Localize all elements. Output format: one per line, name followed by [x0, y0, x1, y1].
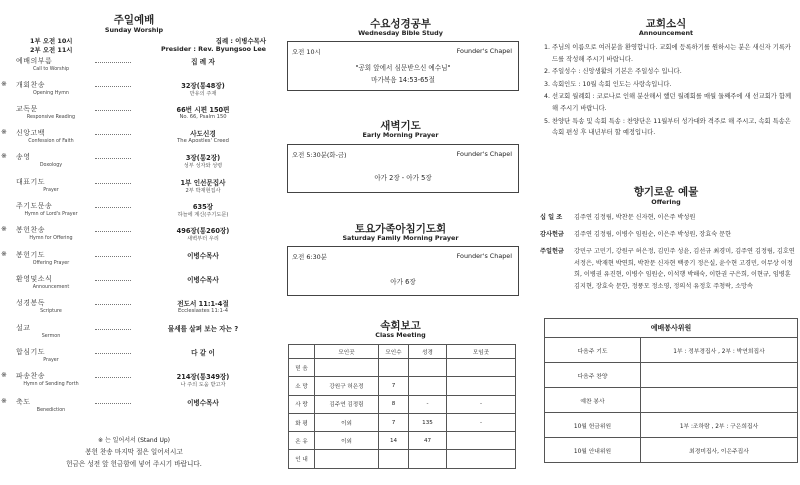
item-detail: 전도서 11:1-4절	[177, 300, 229, 308]
wednesday-ref: 마가복음 14:53-65절	[371, 76, 435, 84]
item-detail-sub: Ecclesiastes 11:1-4	[177, 308, 229, 314]
table-cell	[409, 359, 447, 377]
table-cell	[315, 359, 379, 377]
announcement-title: 교회소식	[645, 18, 687, 30]
item-name-en: Hymn of Sending Forth	[23, 382, 79, 387]
item-detail-sub: 나 주의 도움 받고자	[180, 382, 226, 388]
sunday-worship-section	[0, 0, 268, 485]
offering-names: 강민구 고민기, 강원구 허은정, 김민주 성윤, 김선규 최경미, 김주연 김정림, 김호연 서정은, 박재현 박연희, 박찬문 신자현 백중기 정은실, 윤수현 고경민, 이무상 이정희, 이병권 유진현, 이병수 임원순, 이석행 박해숙, 이한권 구은희, 이현규, 임병훈 김지현, 장효숙 문한, 정풍모 정소영, 정의석 유정호 주청락, 소망속	[574, 248, 795, 290]
volunteer-title: 예배봉사위원	[545, 319, 798, 338]
table-cell: 이외	[315, 432, 379, 450]
stand-up-mark: ※	[1, 371, 7, 379]
item-detail: 이병수목사	[187, 252, 219, 260]
table-cell: 믿 음	[289, 359, 315, 377]
announcement-item: 4. 선교회 월례회 : 코로나로 인해 분산해서 했던 월례회를 매월 둘째주에 새 선교회가 함께 해 주시기 바랍니다.	[552, 91, 796, 114]
item-detail-sub: 만유의 주재	[189, 91, 217, 97]
presider-kr: 집례 : 이병수목사	[215, 37, 266, 45]
item-name-en: Call to Worship	[32, 67, 70, 72]
worship-order-item	[0, 127, 268, 151]
table-cell	[379, 359, 409, 377]
stand-up-mark: ※	[1, 152, 7, 160]
table-cell: 7	[379, 377, 409, 395]
item-name-kr: 송영	[16, 153, 31, 161]
item-name-kr: 성경봉독	[16, 299, 46, 307]
announcement-item: 5. 찬양단 특송 및 속회 특송 : 찬양단은 11월부터 성가대와 격주로 해 주시고, 속회 특송은 속회 편성 후 내년부터 할 예정입니다.	[552, 116, 796, 139]
meeting-title: 속회보고	[380, 320, 421, 332]
item-detail: 635장	[192, 203, 214, 211]
item-detail: 이병수목사	[187, 276, 219, 284]
item-name-en: Scripture	[40, 309, 62, 314]
worship-order-item	[0, 103, 268, 127]
table-cell: 이외	[315, 413, 379, 431]
item-name-kr: 환영및소식	[16, 275, 53, 283]
offering-label: 주일헌금	[540, 248, 564, 255]
dotted-leader	[95, 329, 131, 330]
dotted-leader	[95, 231, 131, 232]
item-detail-sub: No. 66, Psalm 150	[179, 114, 227, 120]
item-name-en: Sermon	[41, 334, 61, 339]
worship-order-item	[0, 370, 268, 394]
table-cell: 1부 :조하람 , 2부 : 구은희집사	[641, 413, 798, 438]
dotted-leader	[95, 256, 131, 257]
item-detail-sub: 성부 성자와 성령	[183, 163, 223, 169]
table-header-cell: 모임곳	[447, 345, 516, 359]
dotted-leader	[95, 304, 131, 305]
table-cell: -	[447, 395, 516, 413]
service-time-1: 1부 오전 10시	[30, 37, 73, 45]
table-cell: 사 랑	[289, 395, 315, 413]
item-detail: 물세를 살펴 보는 자는 ?	[167, 325, 239, 333]
worship-order-item	[0, 79, 268, 103]
item-name-en: Responsive Reading	[26, 115, 76, 120]
item-detail: 66번 시편 150편	[176, 106, 230, 114]
stand-up-mark: ※	[1, 80, 7, 88]
table-cell	[447, 432, 516, 450]
saturday-place: Founder's Chapel	[456, 252, 512, 260]
table-cell: 10월 안내위원	[545, 438, 641, 463]
church-news-section	[532, 0, 800, 485]
dotted-leader	[95, 183, 131, 184]
wednesday-subtitle: Wednesday Bible Study	[358, 29, 443, 37]
table-cell: 소 망	[289, 377, 315, 395]
announcement-subtitle: Announcement	[638, 29, 694, 37]
dawn-title: 새벽기도	[380, 120, 421, 132]
dotted-leader	[95, 110, 131, 111]
offering-item	[540, 229, 796, 241]
table-cell	[641, 388, 798, 413]
item-name-en: Prayer	[43, 188, 59, 193]
table-cell: -	[409, 395, 447, 413]
table-cell	[409, 450, 447, 468]
item-detail: 이병수목사	[187, 399, 219, 407]
worship-order-item	[0, 55, 268, 79]
item-detail: 3장(통2장)	[185, 154, 221, 162]
table-cell	[409, 377, 447, 395]
table-row	[545, 438, 798, 463]
saturday-box	[287, 246, 519, 296]
table-header-cell	[289, 345, 315, 359]
offering-names: 김주연 김정림, 이병수 임원순, 이은주 박성원, 장효숙 문한	[574, 231, 732, 238]
table-cell	[315, 450, 379, 468]
table-cell: 1부 : 정부경집사 , 2부 : 박연희집사	[641, 338, 798, 363]
saturday-subtitle: Saturday Family Morning Prayer	[342, 234, 459, 242]
worship-order-item	[0, 249, 268, 273]
item-detail-sub: 2부 박재현집사	[185, 188, 221, 194]
table-row	[545, 388, 798, 413]
item-name-kr: 파송찬송	[16, 372, 46, 380]
table-cell	[379, 450, 409, 468]
table-row	[289, 450, 516, 468]
table-cell	[447, 359, 516, 377]
table-row	[289, 377, 516, 395]
item-detail: 214장(통349장)	[176, 373, 230, 381]
item-detail-sub: 새벽부터 우리	[187, 236, 219, 242]
table-cell: 14	[379, 432, 409, 450]
item-name-en: Announcement	[32, 285, 70, 290]
table-cell	[447, 450, 516, 468]
stand-up-mark: ※	[1, 128, 7, 136]
wednesday-place: Founder's Chapel	[456, 47, 512, 55]
item-name-kr: 축도	[16, 398, 31, 406]
wednesday-title: 수요성경공부	[370, 18, 431, 30]
meeting-subtitle: Class Meeting	[375, 331, 426, 339]
worship-order-item	[0, 322, 268, 346]
item-detail-sub: 하늘에 계신(주기도문)	[177, 212, 229, 218]
item-name-kr: 봉헌찬송	[16, 226, 46, 234]
table-cell	[447, 377, 516, 395]
table-cell: 강원구 허은정	[315, 377, 379, 395]
table-row	[545, 413, 798, 438]
dawn-time: 오전 5:30분(화-금)	[292, 151, 347, 159]
stand-up-mark: ※	[1, 225, 7, 233]
announcement-item: 1. 주님의 이름으로 여러분을 환영합니다. 교회에 등록하기를 원하시는 분은 새신자 기록카드를 작성해 주시기 바랍니다.	[552, 42, 796, 65]
item-detail: 32장(통48장)	[181, 82, 225, 90]
saturday-time: 오전 6:30분	[292, 253, 327, 261]
stand-up-mark: ※	[1, 250, 7, 258]
offering-note-2: 헌금은 성전 앞 헌금함에 넣어 주시기 바랍니다.	[66, 460, 202, 468]
table-row	[545, 338, 798, 363]
item-name-kr: 개회찬송	[16, 81, 46, 89]
saturday-text: 아가 6장	[390, 278, 416, 286]
worship-order-item	[0, 346, 268, 370]
presider-en: Presider : Rev. Byungsoo Lee	[160, 45, 266, 53]
table-header-row	[289, 345, 516, 359]
item-name-en: Benediction	[36, 408, 66, 413]
offering-item	[540, 246, 796, 308]
item-name-kr: 설교	[16, 324, 31, 332]
dawn-subtitle: Early Morning Prayer	[362, 131, 439, 139]
table-cell: 7	[379, 413, 409, 431]
volunteer-table	[544, 318, 798, 463]
service-time-2: 2부 오전 11시	[30, 46, 73, 54]
table-cell: 최경미집사, 이은주집사	[641, 438, 798, 463]
item-name-en: Offering Prayer	[32, 261, 70, 266]
announcement-item: 3. 속회인도 : 10월 속회 인도는 사랑속입니다.	[552, 79, 796, 91]
item-name-kr: 합심기도	[16, 348, 46, 356]
table-cell: 47	[409, 432, 447, 450]
item-detail: 496장(통260장)	[176, 227, 230, 235]
wednesday-box	[287, 41, 519, 91]
offering-subtitle: Offering	[651, 198, 681, 206]
item-detail: 1부 인선문집사	[180, 179, 226, 187]
table-header-cell: 성경	[409, 345, 447, 359]
offering-names: 김주연 김정림, 박찬문 신자현, 이은주 박성원	[574, 214, 696, 221]
dotted-leader	[95, 280, 131, 281]
table-row	[289, 395, 516, 413]
table-cell: 화 평	[289, 413, 315, 431]
dotted-leader	[95, 158, 131, 159]
worship-order-item	[0, 151, 268, 175]
worship-title: 주일예배	[113, 14, 155, 26]
worship-order-item	[0, 224, 268, 248]
worship-order-item	[0, 200, 268, 224]
class-meeting-table	[288, 344, 516, 469]
dotted-leader	[95, 86, 131, 87]
wednesday-time: 오전 10시	[292, 48, 321, 56]
dotted-leader	[95, 62, 131, 63]
table-cell: 김주연 김정림	[315, 395, 379, 413]
table-cell: 다음주 기도	[545, 338, 641, 363]
table-cell: 인 내	[289, 450, 315, 468]
item-name-en: Opening Hymn	[33, 91, 69, 96]
worship-subtitle: Sunday Worship	[104, 26, 164, 34]
item-name-en: Hymn for Offering	[29, 236, 73, 241]
offering-title: 향기로운 예물	[633, 186, 699, 198]
item-name-en: Confession of Faith	[28, 139, 74, 144]
item-name-en: Hymn of Lord's Prayer	[24, 212, 78, 217]
announcement-list	[544, 42, 796, 140]
dotted-leader	[95, 403, 131, 404]
table-cell: -	[447, 413, 516, 431]
saturday-title: 토요가족아침기도회	[354, 223, 447, 235]
dotted-leader	[95, 353, 131, 354]
worship-order-item	[0, 396, 268, 420]
dawn-box	[287, 144, 519, 193]
dawn-place: Founder's Chapel	[456, 150, 512, 158]
item-name-kr: 신앙고백	[16, 129, 46, 137]
offering-item	[540, 212, 796, 224]
table-cell	[641, 363, 798, 388]
table-row	[545, 363, 798, 388]
dotted-leader	[95, 377, 131, 378]
offering-label: 십 일 조	[540, 214, 563, 221]
dotted-leader	[95, 207, 131, 208]
item-name-en: Prayer	[43, 358, 59, 363]
item-name-kr: 대표기도	[16, 178, 46, 186]
worship-order-item	[0, 176, 268, 200]
item-name-kr: 교독문	[16, 105, 38, 113]
table-header-cell: 모인수	[379, 345, 409, 359]
stand-up-mark: ※	[1, 397, 7, 405]
item-name-kr: 봉헌기도	[16, 251, 46, 259]
announcement-item: 2. 주일성수 : 신앙생활의 기본은 주일성수 입니다.	[552, 66, 796, 78]
table-cell: 다음주 찬양	[545, 363, 641, 388]
item-detail: 사도신경	[190, 130, 216, 138]
dawn-text: 아가 2장 - 아가 5장	[374, 174, 432, 182]
item-detail: 다 같 이	[191, 349, 215, 357]
table-row	[289, 432, 516, 450]
wednesday-quote: "공회 앞에서 심문받으신 예수님"	[355, 64, 451, 72]
dotted-leader	[95, 134, 131, 135]
item-name-kr: 주기도문송	[16, 202, 53, 210]
table-header-cell: 모인곳	[315, 345, 379, 359]
stand-up-note: ※ 는 일어서서 (Stand Up)	[98, 437, 170, 444]
weekday-services-section	[282, 0, 519, 485]
table-cell: 예찬 봉사	[545, 388, 641, 413]
table-cell: 온 유	[289, 432, 315, 450]
offering-note-1: 봉헌 찬송 마지막 절은 일어서시고	[85, 448, 183, 456]
worship-order-item	[0, 297, 268, 321]
table-row	[289, 359, 516, 377]
table-cell: 135	[409, 413, 447, 431]
item-name-kr: 예배의부름	[16, 57, 53, 65]
table-cell: 8	[379, 395, 409, 413]
worship-order-item	[0, 273, 268, 297]
item-detail: 집 례 자	[191, 58, 215, 66]
table-row	[289, 413, 516, 431]
item-name-en: Doxology	[39, 163, 63, 168]
table-cell: 10월 헌금위원	[545, 413, 641, 438]
item-detail-sub: The Apostles' Creed	[177, 138, 229, 144]
offering-label: 감사헌금	[540, 231, 564, 238]
